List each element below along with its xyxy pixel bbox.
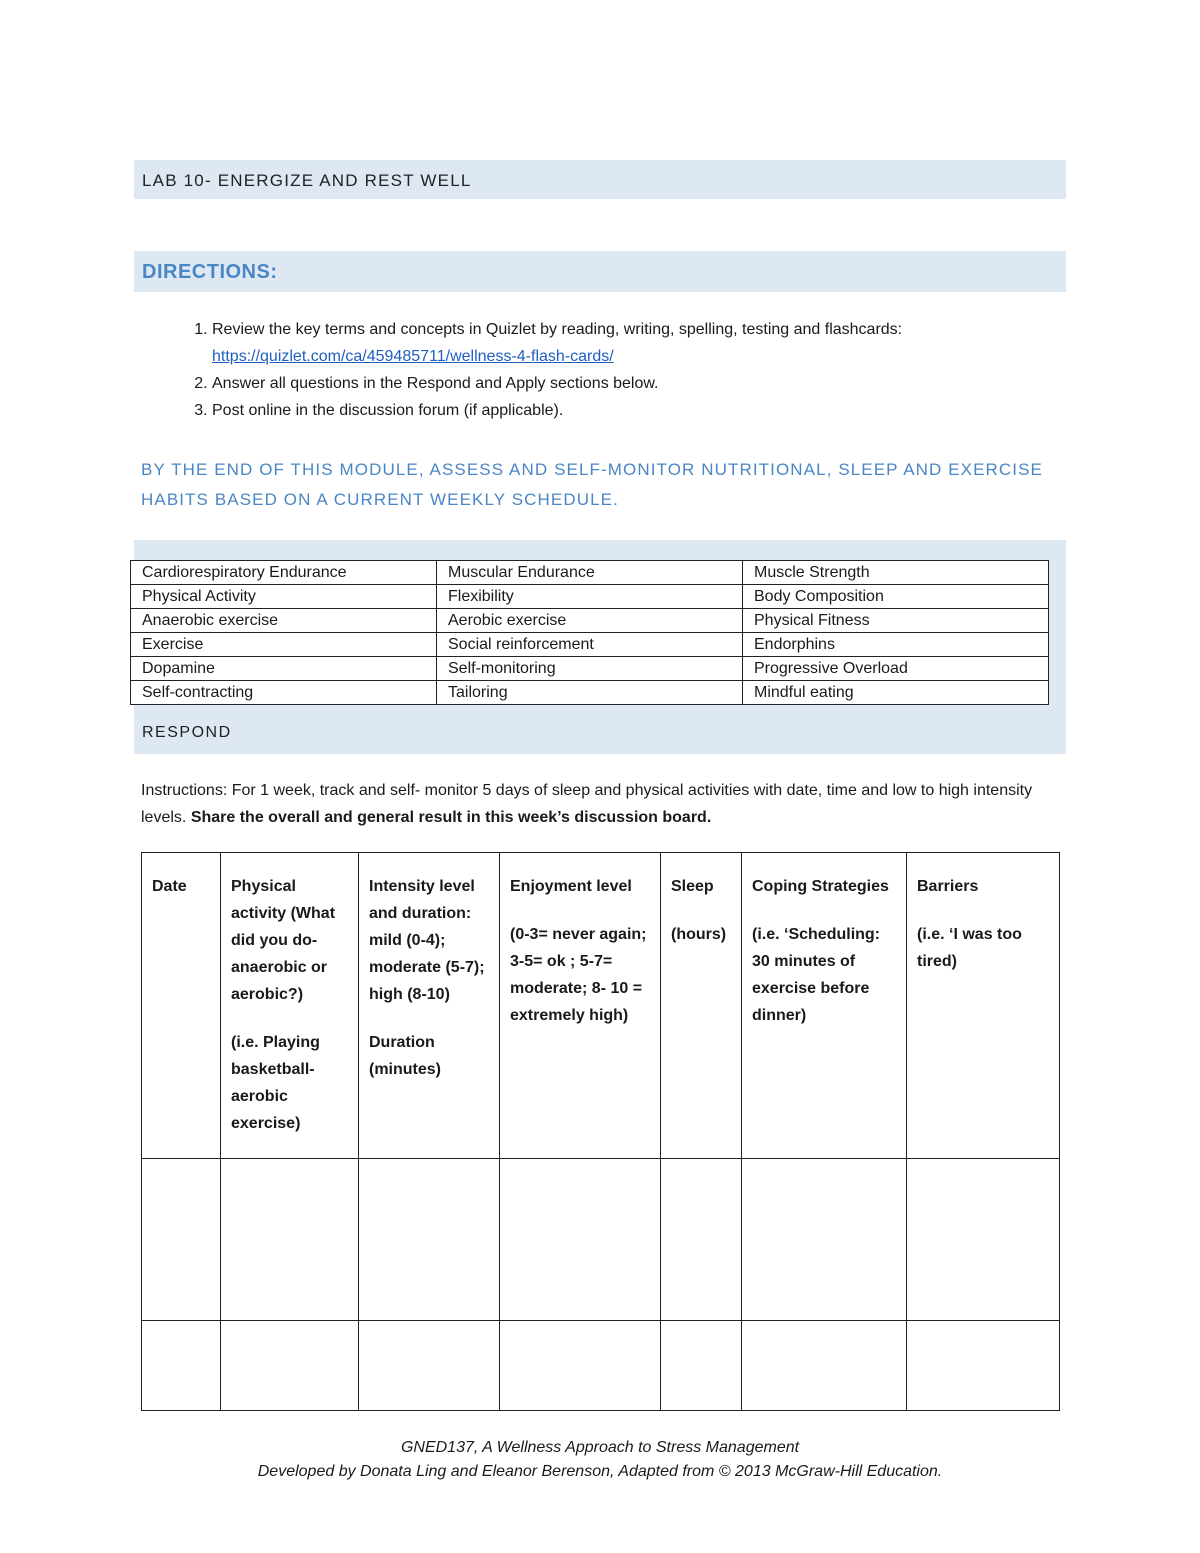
entry-cell[interactable] <box>661 1321 742 1411</box>
directions-heading: DIRECTIONS: <box>134 251 1066 292</box>
table-row <box>142 1321 1060 1411</box>
entry-cell[interactable] <box>142 1321 221 1411</box>
header-row <box>142 853 1060 1159</box>
table-row <box>142 1159 1060 1321</box>
step-2: 2. Answer all questions in the Respond and Apply sections below. <box>212 370 1072 397</box>
column-header-date <box>142 853 221 1159</box>
column-title: Intensity level and duration: mild (0-4); moderate (5-7); high (8-10) <box>369 878 485 1003</box>
step-3: 3. Post online in the discussion forum (if applicable). <box>212 397 1072 424</box>
column-subtitle: (i.e. ‘Scheduling: 30 minutes of exercise before dinner) <box>752 926 881 1024</box>
lab-title: LAB 10- ENERGIZE AND REST WELL <box>134 160 1066 199</box>
term-cell: Tailoring <box>437 681 743 705</box>
quizlet-link[interactable]: https://quizlet.com/ca/459485711/wellness-4-flash-cards/ <box>212 348 614 365</box>
entry-cell[interactable] <box>500 1321 661 1411</box>
term-cell: Flexibility <box>437 585 743 609</box>
term-cell: Muscular Endurance <box>437 561 743 585</box>
term-cell: Physical Activity <box>131 585 437 609</box>
column-subtitle: (i.e. Playing basketball- aerobic exercise) <box>231 1034 320 1132</box>
column-title: Sleep <box>671 878 714 895</box>
instructions-text: Instructions: For 1 week, track and self- monitor 5 days of sleep and physical activities with date, time and low to high intensity levels. <box>141 782 1033 826</box>
table-row <box>131 657 1049 681</box>
module-objective: BY THE END OF THIS MODULE, ASSESS AND SELF-MONITOR NUTRITIONAL, SLEEP AND EXERCISE HABITS BASED ON A CURRENT WEEKLY SCHEDULE. <box>141 460 1043 509</box>
entry-cell[interactable] <box>221 1159 359 1321</box>
entry-cell[interactable] <box>500 1159 661 1321</box>
footer-credits: Developed by Donata Ling and Eleanor Berenson, Adapted from © 2013 McGraw-Hill Education. <box>257 1463 943 1480</box>
entry-cell[interactable] <box>359 1321 500 1411</box>
respond-instructions <box>141 777 1061 831</box>
term-cell: Dopamine <box>131 657 437 681</box>
column-subtitle: (i.e. ‘I was too tired) <box>917 926 1022 970</box>
term-cell: Exercise <box>131 633 437 657</box>
column-header-coping <box>742 853 907 1159</box>
column-title: Enjoyment level <box>510 878 632 895</box>
term-cell: Cardiorespiratory Endurance <box>131 561 437 585</box>
activity-log-table <box>141 852 1060 1411</box>
column-header-intensity <box>359 853 500 1159</box>
column-title: Date <box>152 878 187 895</box>
entry-cell[interactable] <box>907 1159 1060 1321</box>
column-subtitle: (hours) <box>671 926 727 943</box>
term-cell: Aerobic exercise <box>437 609 743 633</box>
term-cell: Social reinforcement <box>437 633 743 657</box>
entry-cell[interactable] <box>221 1321 359 1411</box>
table-row <box>131 609 1049 633</box>
page-footer <box>0 1436 1200 1484</box>
entry-cell[interactable] <box>359 1159 500 1321</box>
entry-cell[interactable] <box>907 1321 1060 1411</box>
entry-cell[interactable] <box>142 1159 221 1321</box>
entry-cell[interactable] <box>742 1159 907 1321</box>
respond-heading: RESPOND <box>142 724 232 741</box>
column-header-barriers <box>907 853 1060 1159</box>
table-row <box>131 561 1049 585</box>
column-header-physical-activity <box>221 853 359 1159</box>
term-cell: Progressive Overload <box>743 657 1049 681</box>
directions-list <box>168 316 1072 424</box>
footer-course: GNED137, A Wellness Approach to Stress Management <box>400 1439 800 1456</box>
term-cell: Physical Fitness <box>743 609 1049 633</box>
column-subtitle: Duration (minutes) <box>369 1034 441 1078</box>
term-cell: Self-contracting <box>131 681 437 705</box>
term-cell: Self-monitoring <box>437 657 743 681</box>
term-cell: Endorphins <box>743 633 1049 657</box>
table-row <box>131 633 1049 657</box>
term-cell: Muscle Strength <box>743 561 1049 585</box>
key-terms-table <box>130 560 1049 705</box>
column-header-sleep <box>661 853 742 1159</box>
column-header-enjoyment <box>500 853 661 1159</box>
column-title: Coping Strategies <box>752 878 889 895</box>
term-cell: Anaerobic exercise <box>131 609 437 633</box>
entry-cell[interactable] <box>661 1159 742 1321</box>
step-1 <box>212 316 1072 370</box>
column-title: Physical activity (What did you do- anaerobic or aerobic?) <box>231 878 336 1003</box>
step-1-text: Review the key terms and concepts in Quizlet by reading, writing, spelling, testing and flashcards: <box>212 321 903 338</box>
table-row <box>131 585 1049 609</box>
column-subtitle: (0-3= never again; 3-5= ok ; 5-7= moderate; 8- 10 = extremely high) <box>510 926 647 1024</box>
entry-cell[interactable] <box>742 1321 907 1411</box>
table-row <box>131 681 1049 705</box>
instructions-bold-text: Share the overall and general result in this week’s discussion board. <box>190 809 712 826</box>
column-title: Barriers <box>917 878 979 895</box>
term-cell: Body Composition <box>743 585 1049 609</box>
term-cell: Mindful eating <box>743 681 1049 705</box>
